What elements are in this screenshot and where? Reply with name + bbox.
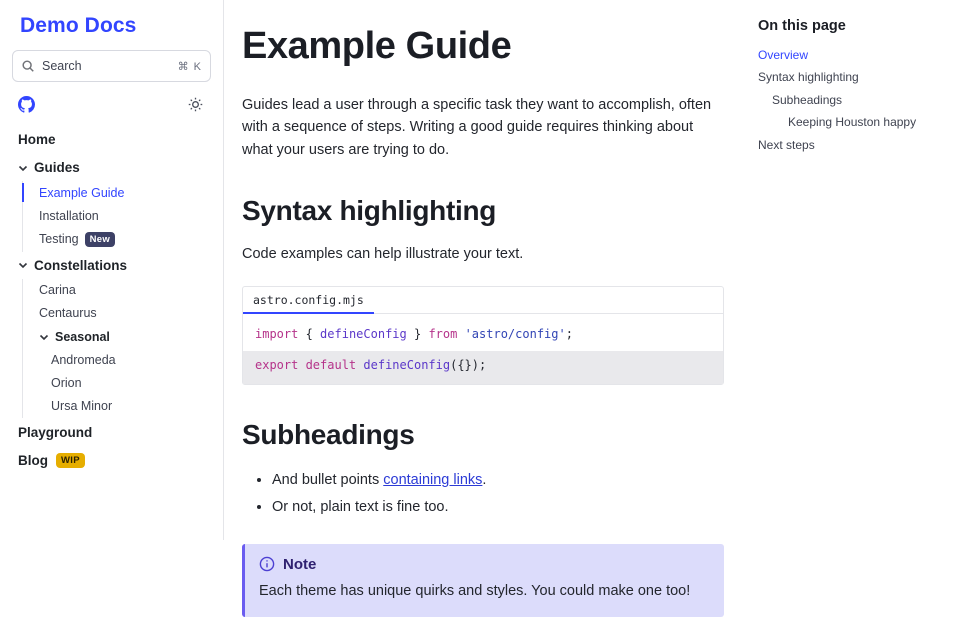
chevron-down-icon <box>18 163 28 173</box>
inline-link[interactable]: containing links <box>383 471 483 488</box>
list-item: • Or not, plain text is fine too. <box>272 494 724 522</box>
heading-subheadings: Subheadings <box>242 418 415 450</box>
code-token-from: from <box>428 326 458 341</box>
code-line-1 <box>243 314 723 345</box>
sidebar-group-label: Guides <box>34 160 80 175</box>
code-block <box>242 286 724 385</box>
code-tabbar <box>243 287 723 314</box>
sidebar-item-orion[interactable] <box>45 372 211 395</box>
toc-item-next-steps[interactable]: Next steps <box>758 137 815 152</box>
sidebar-item-label: Example Guide <box>39 185 125 200</box>
sidebar-item-label: Andromeda <box>51 353 116 367</box>
main-content <box>224 0 748 599</box>
code-token-brace-open: { <box>298 326 321 341</box>
sidebar-item-label: Testing <box>39 232 79 247</box>
toc-item-keeping-houston-happy[interactable]: Keeping Houston happy <box>788 115 917 130</box>
search-shortcut: ⌘ K <box>177 60 202 73</box>
sidebar-item-label: Orion <box>51 376 82 390</box>
code-token-call-args: ({}); <box>450 357 487 372</box>
sidebar-item-label: Centaurus <box>39 306 97 320</box>
note-title: Note <box>283 555 317 573</box>
code-line-2-highlighted <box>243 351 723 384</box>
sidebar-group-seasonal[interactable] <box>33 325 211 349</box>
note-header <box>259 556 708 573</box>
github-icon[interactable] <box>18 96 35 113</box>
search-icon <box>21 59 35 73</box>
code-token-defineconfig-call: defineConfig <box>363 357 451 372</box>
sidebar-item-andromeda[interactable] <box>45 349 211 372</box>
bullet-list <box>242 467 724 522</box>
sidebar-item-installation[interactable] <box>33 204 211 227</box>
sidebar-item-example-guide[interactable] <box>33 181 211 204</box>
toc-item-subheadings[interactable]: Subheadings <box>772 92 843 107</box>
sidebar-group-body-guides <box>22 181 211 252</box>
code-token-export: export <box>255 357 299 372</box>
search-placeholder: Search <box>42 59 82 73</box>
sidebar-icon-row <box>12 82 211 119</box>
bullet-text-pre: And bullet points <box>272 471 384 488</box>
intro-paragraph: Guides lead a user through a specific task they want to accomplish, often with a sequence of steps. Writing a good guide requires thinking about what your users are trying to do. <box>242 96 712 158</box>
sidebar-group-label: Seasonal <box>55 329 110 344</box>
code-tab-filename[interactable]: astro.config.mjs <box>243 288 374 314</box>
sidebar-item-label: Ursa Minor <box>51 399 113 413</box>
sidebar-item-carina[interactable] <box>33 279 211 302</box>
sidebar-item-testing[interactable] <box>33 227 211 252</box>
sidebar-item-blog[interactable] <box>12 447 211 475</box>
sidebar-item-label: Carina <box>39 283 76 297</box>
sidebar-group-body-constellations <box>22 279 211 418</box>
note-callout <box>242 544 724 617</box>
search-input[interactable] <box>12 50 211 82</box>
sidebar-group-constellations[interactable] <box>12 252 211 279</box>
sidebar-group-label: Constellations <box>34 257 128 273</box>
chevron-down-icon <box>18 260 28 270</box>
sidebar-group-guides[interactable] <box>12 154 211 181</box>
sidebar-item-home[interactable]: Home <box>18 132 56 147</box>
sidebar <box>0 0 224 540</box>
toc-title: On this page <box>758 18 846 34</box>
list-item <box>272 467 724 495</box>
sidebar-item-label: Installation <box>39 208 99 223</box>
sidebar-item-centaurus[interactable] <box>33 302 211 325</box>
chevron-down-icon <box>39 332 49 342</box>
code-token-defineconfig: defineConfig <box>320 326 407 341</box>
code-token-brace-close: } <box>406 326 429 341</box>
page-title: Example Guide <box>242 25 512 67</box>
sun-icon[interactable] <box>188 97 203 112</box>
code-token-module-path: 'astro/config' <box>457 326 566 341</box>
sidebar-nav <box>12 125 211 474</box>
table-of-contents <box>748 0 960 540</box>
status-badge-new: New <box>85 232 115 248</box>
heading-syntax-highlighting: Syntax highlighting <box>242 195 497 227</box>
info-icon <box>259 556 275 572</box>
syntax-paragraph: Code examples can help illustrate your text. <box>242 246 524 263</box>
code-token-default: default <box>298 357 364 372</box>
sidebar-item-label: Blog <box>18 452 48 468</box>
status-badge-wip: WIP <box>56 453 85 469</box>
code-token-import: import <box>255 326 299 341</box>
code-token-semicolon: ; <box>565 326 573 341</box>
toc-item-overview[interactable]: Overview <box>758 47 809 62</box>
sidebar-item-ursa-minor[interactable] <box>45 395 211 418</box>
sidebar-group-body-seasonal <box>37 349 211 418</box>
site-title[interactable]: Demo Docs <box>20 14 137 37</box>
bullet-text-post: . <box>482 471 487 488</box>
sidebar-item-playground[interactable]: Playground <box>18 424 93 440</box>
toc-item-syntax-highlighting[interactable]: Syntax highlighting <box>758 70 859 85</box>
note-body: Each theme has unique quirks and styles. You could make one too! <box>259 582 691 599</box>
